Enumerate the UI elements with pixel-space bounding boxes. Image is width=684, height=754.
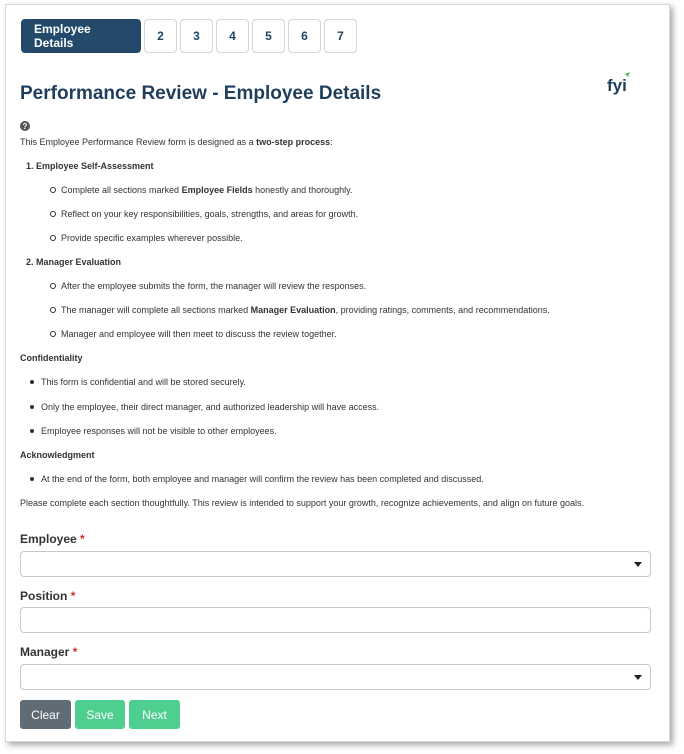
caret-down-icon [634, 562, 642, 567]
fyi-logo [606, 71, 632, 97]
step1-item: Complete all sections marked Employee Fields honestly and thoroughly. [61, 185, 353, 195]
step1-heading: 1. Employee Self-Assessment [26, 161, 154, 171]
position-input[interactable] [20, 607, 651, 633]
acknowledgment-item: At the end of the form, both employee and manager will confirm the review has been completed and discussed. [41, 474, 484, 484]
confidentiality-heading: Confidentiality [20, 353, 83, 363]
position-label: Position * [20, 589, 76, 603]
page-title: Performance Review - Employee Details [20, 83, 382, 104]
tab-step-5[interactable]: 5 [252, 19, 285, 53]
svg-text:fyi: fyi [607, 76, 627, 95]
step2-item: Manager and employee will then meet to discuss the review together. [61, 329, 337, 339]
step1-item: Reflect on your key responsibilities, goals, strengths, and areas for growth. [61, 209, 359, 219]
employee-select[interactable] [20, 551, 651, 577]
acknowledgment-heading: Acknowledgment [20, 450, 95, 460]
question-circle-icon: ? [20, 121, 30, 131]
step2-item: After the employee submits the form, the manager will review the responses. [61, 281, 367, 291]
intro-text: This Employee Performance Review form is designed as a two-step process: [20, 137, 333, 147]
closing-text: Please complete each section thoughtfully. This review is intended to support your growth, recognize achievements, and align on future goals. [20, 498, 584, 508]
tab-step-7[interactable]: 7 [324, 19, 357, 53]
confidentiality-item: This form is confidential and will be stored securely. [41, 377, 246, 387]
save-button[interactable]: Save [75, 700, 125, 729]
tab-step-3[interactable]: 3 [180, 19, 213, 53]
manager-label: Manager * [20, 645, 78, 659]
tab-step-6[interactable]: 6 [288, 19, 321, 53]
tab-employee-details[interactable]: Employee Details [21, 19, 141, 53]
confidentiality-item: Employee responses will not be visible to other employees. [41, 426, 277, 436]
step-tabs [21, 19, 357, 53]
form-window [5, 4, 670, 742]
step2-heading: 2. Manager Evaluation [26, 257, 122, 267]
manager-select[interactable] [20, 664, 651, 690]
clear-button[interactable]: Clear [20, 700, 71, 729]
employee-label: Employee * [20, 532, 85, 546]
step1-item: Provide specific examples wherever possible. [61, 233, 243, 243]
confidentiality-item: Only the employee, their direct manager, and authorized leadership will have access. [41, 402, 380, 412]
caret-down-icon [634, 675, 642, 680]
tab-step-4[interactable]: 4 [216, 19, 249, 53]
tab-step-2[interactable]: 2 [144, 19, 177, 53]
step2-item: The manager will complete all sections marked Manager Evaluation, providing ratings, comments, and recommendations. [61, 305, 550, 315]
next-button[interactable]: Next [129, 700, 180, 729]
